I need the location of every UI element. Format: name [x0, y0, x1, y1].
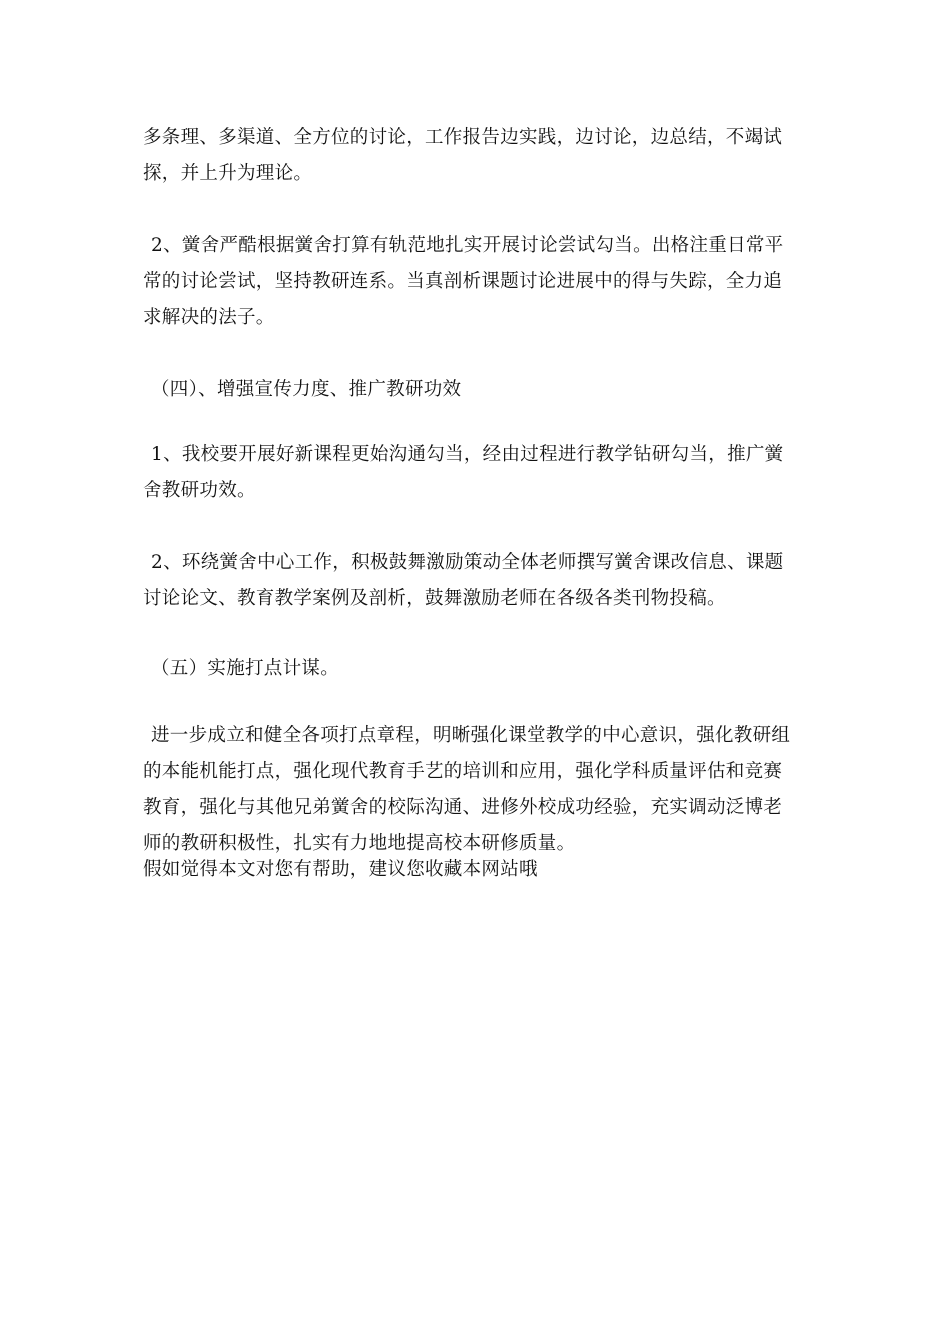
- paragraph-item-2-writing: [143, 545, 803, 617]
- section-heading-5: [143, 651, 803, 687]
- paragraph-research-summary: [143, 120, 803, 192]
- paragraph-line: 教育，强化与其他兄弟黉舍的校际沟通、进修外校成功经验，充实调动泛博老: [143, 797, 783, 818]
- paragraph-management: [143, 718, 803, 862]
- paragraph-line: 讨论论文、教育教学案例及剖析，鼓舞激励老师在各级各类刊物投稿。: [143, 588, 726, 609]
- heading-line: （五）实施打点计谋。: [151, 658, 340, 679]
- paragraph-line: 的本能机能打点，强化现代教育手艺的培训和应用，强化学科质量评估和竞赛: [143, 761, 783, 782]
- paragraph-line: 师的教研积极性，扎实有力地地提高校本研修质量。: [143, 833, 576, 854]
- closing-line: 假如觉得本文对您有帮助，建议您收藏本网站哦: [143, 859, 538, 880]
- paragraph-line: 求解决的法子。: [143, 307, 275, 328]
- section-heading-4: [143, 372, 803, 408]
- paragraph-line: 舍教研功效。: [143, 480, 256, 501]
- paragraph-line: 2、黉舍严酷根据黉舍打算有轨范地扎实开展讨论尝试勾当。出格注重日常平: [151, 235, 784, 256]
- paragraph-item-1-promotion: [143, 437, 803, 509]
- paragraph-line: 探，并上升为理论。: [143, 163, 313, 184]
- paragraph-line: 进一步成立和健全各项打点章程，明晰强化课堂教学的中心意识，强化教研组: [151, 725, 791, 746]
- closing-note: [143, 856, 803, 884]
- paragraph-line: 常的讨论尝试，坚持教研连系。当真剖析课题讨论进展中的得与失踪，全力追: [143, 271, 783, 292]
- paragraph-line: 多条理、多渠道、全方位的讨论，工作报告边实践，边讨论，边总结，不竭试: [143, 127, 783, 148]
- paragraph-item-2-research: [143, 228, 803, 336]
- heading-line: （四）、增强宣传力度、推广教研功效: [151, 379, 462, 400]
- paragraph-line: 2、环绕黉舍中心工作，积极鼓舞激励策动全体老师撰写黉舍课改信息、课题: [151, 552, 784, 573]
- paragraph-line: 1、我校要开展好新课程更始沟通勾当，经由过程进行教学钻研勾当，推广黉: [151, 444, 784, 465]
